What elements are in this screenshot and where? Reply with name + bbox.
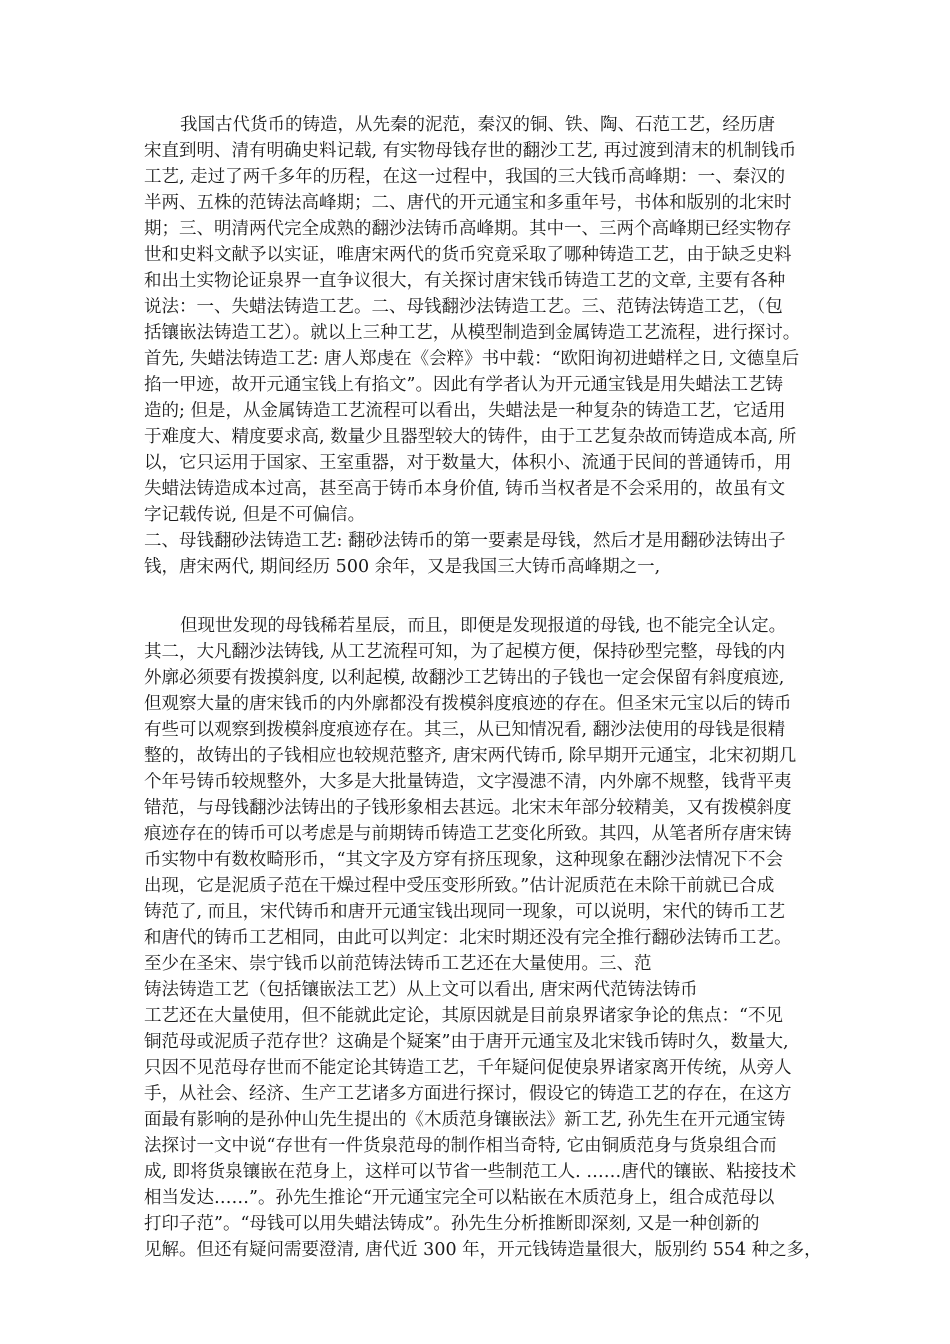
text-line: 钱，唐宋两代, 期间经历 500 余年，又是我国三大铸币高峰期之一, <box>144 557 661 577</box>
text-line: 掐一甲迹，故开元通宝钱上有掐文”。因此有学者认为开元通宝钱是用失蜡法工艺铸 <box>144 375 783 395</box>
text-line: 法探讨一文中说“存世有一件货泉范母的制作相当奇特, 它由铜质范身与货泉组合而 <box>144 1136 777 1156</box>
text-line: 但现世发现的母钱稀若星辰，而且，即便是发现报道的母钱, 也不能完全认定。 <box>180 616 787 636</box>
text-line: 造的; 但是，从金属铸造工艺流程可以看出，失蜡法是一种复杂的铸造工艺，它适用 <box>144 401 786 421</box>
text-line: 工艺还在大量使用，但不能就此定论，其原因就是目前泉界诸家争论的焦点：“不见 <box>144 1006 783 1026</box>
text-line: 见解。但还有疑问需要澄清, 唐代近 300 年，开元钱铸造量很大，版别约 554 种之多， <box>144 1240 822 1260</box>
text-line: 只因不见范母存世而不能定论其铸造工艺，千年疑问促使泉界诸家离开传统，从旁人 <box>144 1058 792 1078</box>
text-line: 个年号铸币较规整外，大多是大批量铸造，文字漫漶不清，内外廓不规整，钱背平夷 <box>144 772 792 792</box>
text-line: 铜范母或泥质子范存世？这确是个疑案”由于唐开元通宝及北宋钱币铸时久，数量大, <box>144 1032 789 1052</box>
text-line: 说法：一、失蜡法铸造工艺。二、母钱翻沙法铸造工艺。三、范铸法铸造工艺，（包 <box>144 297 783 317</box>
text-line: 整的，故铸出的子钱相应也较规范整齐, 唐宋两代铸币, 除早期开元通宝，北宋初期几 <box>144 746 797 766</box>
text-line: 痕迹存在的铸币可以考虑是与前期铸币铸造工艺变化所致。其四，从笔者所存唐宋铸 <box>144 824 792 844</box>
text-line: 括镶嵌法铸造工艺）。就以上三种工艺，从模型制造到金属铸造工艺流程，进行探讨。 <box>144 323 801 343</box>
text-line: 于难度大、精度要求高, 数量少且器型较大的铸件，由于工艺复杂故而铸造成本高, 所 <box>144 427 797 447</box>
text-line: 其二，大凡翻沙法铸钱, 从工艺流程可知，为了起模方便，保持砂型完整，母钱的内 <box>144 642 786 662</box>
text-line: 铸法铸造工艺（包括镶嵌法工艺）从上文可以看出, 唐宋两代范铸法铸币 <box>144 980 698 1000</box>
text-line: 手，从社会、经济、生产工艺诸多方面进行探讨，假设它的铸造工艺的存在，在这方 <box>144 1084 792 1104</box>
text-line: 世和史料文献予以实证，唯唐宋两代的货币究竟采取了哪种铸造工艺，由于缺乏史料 <box>144 245 792 265</box>
text-line: 至少在圣宋、崇宁钱币以前范铸法铸币工艺还在大量使用。三、范 <box>144 954 652 974</box>
text-line: 相当发达……”。孙先生推论“开元通宝完全可以粘嵌在木质范身上，组合成范母以 <box>144 1188 775 1208</box>
text-line: 出现，它是泥质子范在干燥过程中受压变形所致。”估计泥质范在未除干前就已合成 <box>144 876 775 896</box>
text-line: 但观察大量的唐宋钱币的内外廓都没有拨模斜度痕迹的存在。但圣宋元宝以后的铸币 <box>144 694 792 714</box>
text-line: 和出土实物论证泉界一直争议很大，有关探讨唐宋钱币铸造工艺的文章, 主要有各种 <box>144 271 786 291</box>
text-line: 失蜡法铸造成本过高，甚至高于铸币本身价值, 铸币当权者是不会采用的，故虽有文 <box>144 479 786 499</box>
text-line: 和唐代的铸币工艺相同，由此可以判定：北宋时期还没有完全推行翻砂法铸币工艺。 <box>144 928 792 948</box>
text-line: 外廓必须要有拨摸斜度, 以利起模, 故翻沙工艺铸出的子钱也一定会保留有斜度痕迹, <box>144 668 785 688</box>
text-line: 宋直到明、清有明确史料记载, 有实物母钱存世的翻沙工艺, 再过渡到清末的机制钱币 <box>144 141 797 161</box>
text-line: 有些可以观察到拨模斜度痕迹存在。其三，从已知情况看, 翻沙法使用的母钱是很精 <box>144 720 786 740</box>
text-line: 工艺, 走过了两千多年的历程，在这一过程中，我国的三大钱币高峰期：一、秦汉的 <box>144 167 786 187</box>
text-line: 半两、五株的范铸法高峰期；二、唐代的开元通宝和多重年号，书体和版别的北宋时 <box>144 193 792 213</box>
text-line: 面最有影响的是孙仲山先生提出的《木质范身镶嵌法》新工艺, 孙先生在开元通宝铸 <box>144 1110 786 1130</box>
text-line: 期；三、明清两代完全成熟的翻沙法铸币高峰期。其中一、三两个高峰期已经实物存 <box>144 219 792 239</box>
text-line: 字记载传说, 但是不可偏信。 <box>144 505 366 525</box>
text-line: 二、母钱翻砂法铸造工艺: 翻砂法铸币的第一要素是母钱，然后才是用翻砂法铸出子 <box>144 531 786 551</box>
text-line: 以，它只运用于国家、王室重器，对于数量大，体积小、流通于民间的普通铸币，用 <box>144 453 792 473</box>
text-line: 首先, 失蜡法铸造工艺: 唐人郑虔在《会粹》书中载：“欧阳询初进蜡样之日, 文德皇后 <box>144 349 800 369</box>
text-line: 打印子范”。“母钱可以用失蜡法铸成”。孙先生分析推断即深刻, 又是一种创新的 <box>144 1214 760 1234</box>
text-line: 铸范了, 而且，宋代铸币和唐开元通宝钱出现同一现象，可以说明，宋代的铸币工艺 <box>144 902 786 922</box>
text-line: 成, 即将货泉镶嵌在范身上，这样可以节省一些制范工人. ……唐代的镶嵌、粘接技术 <box>144 1162 797 1182</box>
text-line: 错范，与母钱翻沙法铸出的子钱形象相去甚远。北宋末年部分较精美，又有拨模斜度 <box>144 798 792 818</box>
text-line: 我国古代货币的铸造，从先秦的泥范，秦汉的铜、铁、陶、石范工艺，经历唐 <box>180 115 775 135</box>
text-line: 币实物中有数枚畸形币，“其文字及方穿有挤压现象，这种现象在翻沙法情况下不会 <box>144 850 783 870</box>
